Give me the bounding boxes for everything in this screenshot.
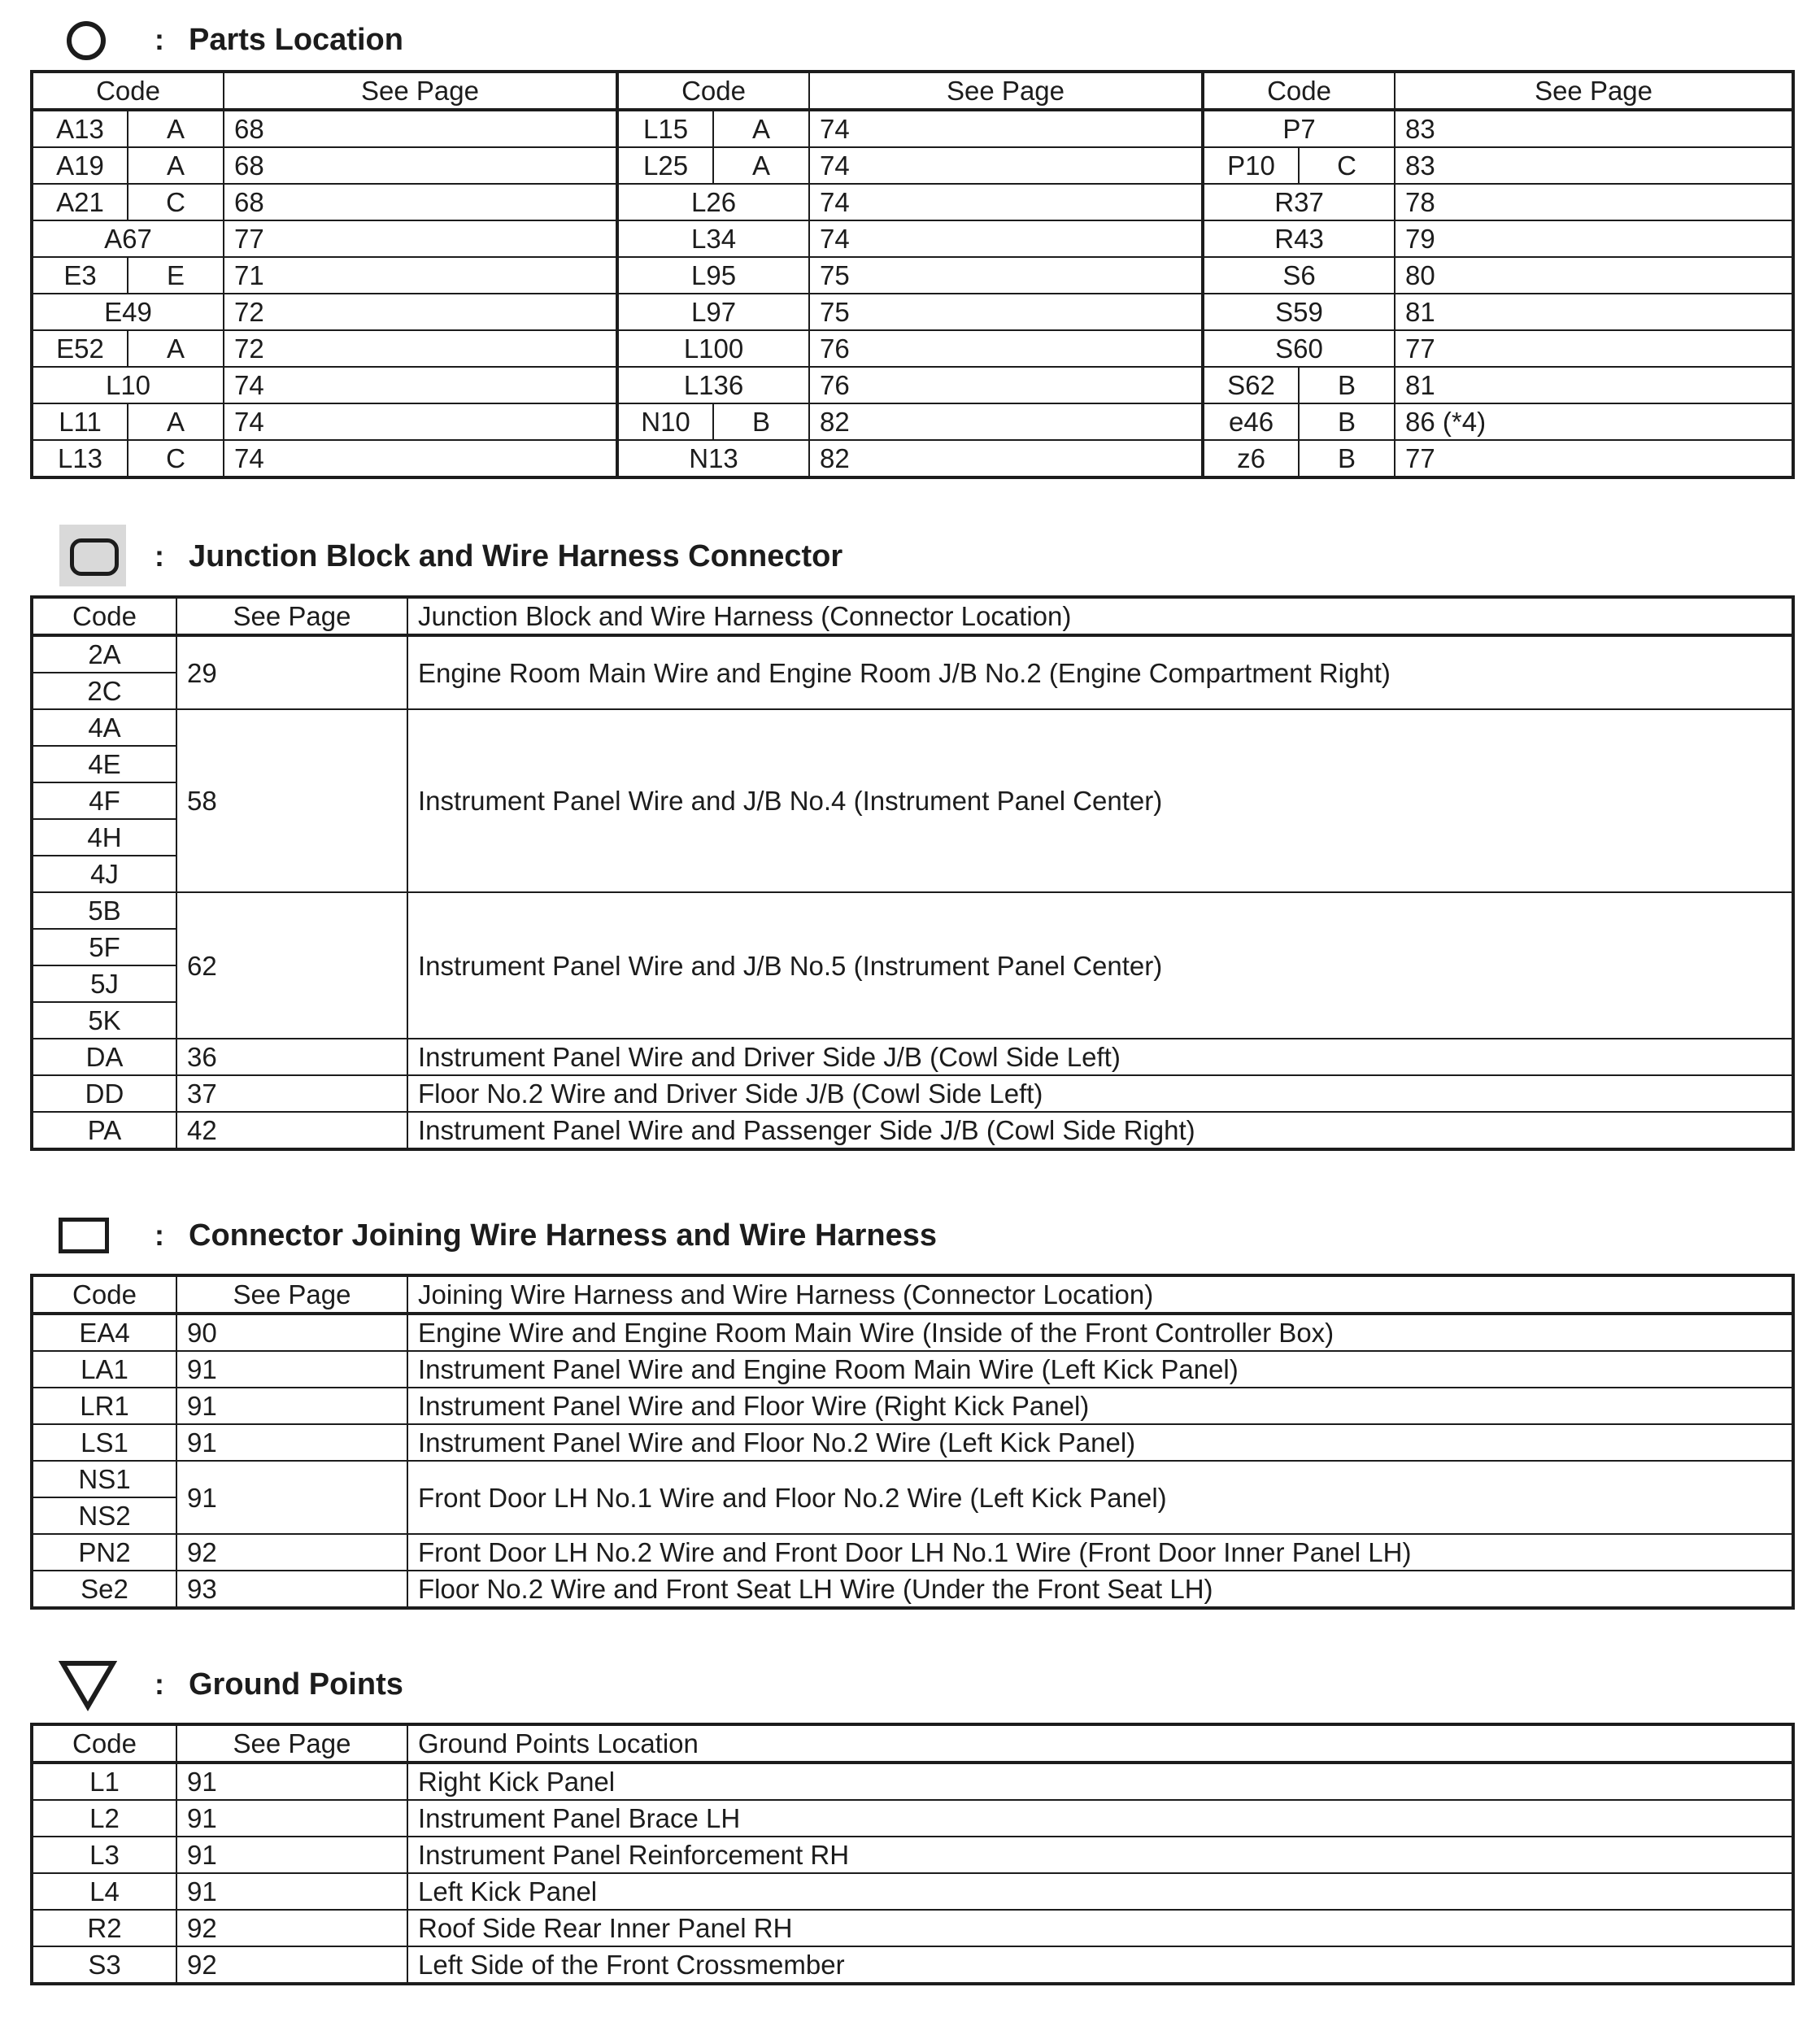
part-see-page: 71: [224, 257, 617, 294]
connector-code: NS2: [32, 1497, 176, 1534]
part-code: L25: [617, 147, 713, 184]
column-header-code: Code: [32, 72, 224, 110]
location-text: Instrument Panel Wire and J/B No.5 (Instrument Panel Center): [407, 892, 1793, 1039]
see-page-value: 93: [176, 1571, 407, 1608]
part-see-page: 68: [224, 147, 617, 184]
part-see-page: 74: [224, 403, 617, 440]
location-text: Floor No.2 Wire and Driver Side J/B (Cowl Side Left): [407, 1075, 1793, 1112]
part-see-page: 80: [1395, 257, 1793, 294]
see-page-value: 36: [176, 1039, 407, 1075]
part-see-page: 72: [224, 294, 617, 330]
see-page-value: 92: [176, 1946, 407, 1984]
part-code: L136: [617, 367, 809, 403]
part-subcode: E: [128, 257, 224, 294]
see-page-value: 92: [176, 1534, 407, 1571]
location-text: Roof Side Rear Inner Panel RH: [407, 1910, 1793, 1946]
table-row: [32, 1571, 1793, 1608]
table-row: [32, 220, 1793, 257]
column-header-see-page: See Page: [809, 72, 1203, 110]
table-row: [32, 330, 1793, 367]
part-subcode: B: [713, 403, 809, 440]
part-code: A19: [32, 147, 128, 184]
part-see-page: 78: [1395, 184, 1793, 220]
location-text: Floor No.2 Wire and Front Seat LH Wire (Under the Front Seat LH): [407, 1571, 1793, 1608]
connector-code: PN2: [32, 1534, 176, 1571]
part-code: N10: [617, 403, 713, 440]
connector-code: 5B: [32, 892, 176, 929]
location-text: Instrument Panel Wire and J/B No.4 (Instrument Panel Center): [407, 709, 1793, 892]
column-header-code: Code: [1203, 72, 1395, 110]
table-row: [32, 635, 1793, 673]
table-row: [32, 1112, 1793, 1149]
column-header-code: Code: [617, 72, 809, 110]
part-code: N13: [617, 440, 809, 477]
junction-heading: [0, 525, 1139, 590]
see-page-value: 91: [176, 1873, 407, 1910]
column-header-see-page: See Page: [224, 72, 617, 110]
see-page-value: 29: [176, 635, 407, 709]
part-see-page: 82: [809, 403, 1203, 440]
part-code: P10: [1203, 147, 1299, 184]
part-code: L13: [32, 440, 128, 477]
heading-colon: :: [155, 539, 164, 573]
location-text: Engine Room Main Wire and Engine Room J/B No.2 (Engine Compartment Right): [407, 635, 1793, 709]
table-row: [32, 1946, 1793, 1984]
see-page-value: 92: [176, 1910, 407, 1946]
table-row: [32, 1534, 1793, 1571]
connector-code: L2: [32, 1800, 176, 1837]
connector-code: 2A: [32, 635, 176, 673]
location-text: Instrument Panel Wire and Driver Side J/B (Cowl Side Left): [407, 1039, 1793, 1075]
connector-code: L3: [32, 1837, 176, 1873]
header-row: [32, 1275, 1793, 1314]
table-row: [32, 1763, 1793, 1800]
see-page-value: 91: [176, 1424, 407, 1461]
part-see-page: 77: [224, 220, 617, 257]
column-header-code: Code: [32, 597, 176, 635]
part-see-page: 74: [809, 184, 1203, 220]
location-text: Front Door LH No.1 Wire and Floor No.2 Wire (Left Kick Panel): [407, 1461, 1793, 1534]
part-see-page: 74: [224, 367, 617, 403]
section-title: Ground Points: [189, 1667, 403, 1702]
table-row: [32, 1800, 1793, 1837]
column-header-location: Junction Block and Wire Harness (Connector Location): [407, 597, 1793, 635]
heading-colon: :: [155, 1667, 164, 1701]
location-text: Engine Wire and Engine Room Main Wire (Inside of the Front Controller Box): [407, 1314, 1793, 1351]
part-see-page: 72: [224, 330, 617, 367]
table-row: [32, 1910, 1793, 1946]
table-row: [32, 367, 1793, 403]
table-row: [32, 110, 1793, 147]
part-code: S6: [1203, 257, 1395, 294]
connector-code: R2: [32, 1910, 176, 1946]
connector-code: 4A: [32, 709, 176, 746]
part-code: L97: [617, 294, 809, 330]
part-see-page: 79: [1395, 220, 1793, 257]
part-code: L11: [32, 403, 128, 440]
part-see-page: 77: [1395, 330, 1793, 367]
ground-points-table: [30, 1723, 1795, 1985]
section-title: Parts Location: [189, 23, 403, 57]
see-page-value: 91: [176, 1461, 407, 1534]
part-code: L95: [617, 257, 809, 294]
location-text: Instrument Panel Reinforcement RH: [407, 1837, 1793, 1873]
rounded-rectangle-icon: [59, 525, 126, 586]
location-text: Instrument Panel Brace LH: [407, 1800, 1793, 1837]
part-code: L10: [32, 367, 224, 403]
part-subcode: C: [1299, 147, 1395, 184]
column-header-location: Joining Wire Harness and Wire Harness (Connector Location): [407, 1275, 1793, 1314]
part-see-page: 68: [224, 184, 617, 220]
part-code: R37: [1203, 184, 1395, 220]
part-code: L15: [617, 110, 713, 147]
location-text: Front Door LH No.2 Wire and Front Door LH No.1 Wire (Front Door Inner Panel LH): [407, 1534, 1793, 1571]
parts-location-heading: [0, 8, 976, 73]
connector-code: 5K: [32, 1002, 176, 1039]
connector-code: 4J: [32, 856, 176, 892]
column-header-see-page: See Page: [176, 597, 407, 635]
connector-code: 4H: [32, 819, 176, 856]
circle-icon: [65, 20, 107, 62]
table-row: [32, 1424, 1793, 1461]
part-code: R43: [1203, 220, 1395, 257]
part-code: A21: [32, 184, 128, 220]
part-see-page: 74: [224, 440, 617, 477]
part-see-page: 68: [224, 110, 617, 147]
column-header-see-page: See Page: [1395, 72, 1793, 110]
part-code: P7: [1203, 110, 1395, 147]
table-row: [32, 1075, 1793, 1112]
part-see-page: 82: [809, 440, 1203, 477]
connector-code: DD: [32, 1075, 176, 1112]
table-row: [32, 709, 1793, 746]
table-row: [32, 257, 1793, 294]
junction-block-table: [30, 595, 1795, 1151]
part-see-page: 76: [809, 367, 1203, 403]
location-text: Left Kick Panel: [407, 1873, 1793, 1910]
connector-heading: [0, 1204, 1139, 1269]
triangle-down-icon: [59, 1659, 117, 1711]
part-subcode: B: [1299, 403, 1395, 440]
header-row: [32, 1724, 1793, 1763]
connector-code: EA4: [32, 1314, 176, 1351]
part-subcode: C: [128, 440, 224, 477]
part-code: E49: [32, 294, 224, 330]
rectangle-icon: [59, 1218, 109, 1253]
part-subcode: A: [128, 110, 224, 147]
see-page-value: 90: [176, 1314, 407, 1351]
part-see-page: 81: [1395, 294, 1793, 330]
see-page-value: 58: [176, 709, 407, 892]
table-row: [32, 1837, 1793, 1873]
location-text: Instrument Panel Wire and Engine Room Main Wire (Left Kick Panel): [407, 1351, 1793, 1388]
table-row: [32, 403, 1793, 440]
parts-location-table: [30, 70, 1795, 479]
header-row: [32, 72, 1793, 110]
part-see-page: 83: [1395, 110, 1793, 147]
table-row: [32, 1461, 1793, 1497]
part-code: A13: [32, 110, 128, 147]
part-subcode: A: [128, 403, 224, 440]
part-code: L26: [617, 184, 809, 220]
table-row: [32, 184, 1793, 220]
part-subcode: B: [1299, 440, 1395, 477]
see-page-value: 42: [176, 1112, 407, 1149]
connector-code: DA: [32, 1039, 176, 1075]
location-text: Right Kick Panel: [407, 1763, 1793, 1800]
connector-code: Se2: [32, 1571, 176, 1608]
table-row: [32, 1314, 1793, 1351]
part-code: E52: [32, 330, 128, 367]
table-row: [32, 147, 1793, 184]
column-header-location: Ground Points Location: [407, 1724, 1793, 1763]
connector-code: NS1: [32, 1461, 176, 1497]
connector-code: S3: [32, 1946, 176, 1984]
column-header-see-page: See Page: [176, 1275, 407, 1314]
connector-code: 4E: [32, 746, 176, 782]
part-subcode: A: [128, 147, 224, 184]
table-row: [32, 294, 1793, 330]
location-text: Left Side of the Front Crossmember: [407, 1946, 1793, 1984]
location-text: Instrument Panel Wire and Floor No.2 Wire (Left Kick Panel): [407, 1424, 1793, 1461]
part-see-page: 83: [1395, 147, 1793, 184]
heading-colon: :: [155, 1218, 164, 1252]
part-see-page: 74: [809, 147, 1203, 184]
part-code: S62: [1203, 367, 1299, 403]
see-page-value: 91: [176, 1763, 407, 1800]
part-see-page: 74: [809, 110, 1203, 147]
connector-code: LS1: [32, 1424, 176, 1461]
connector-code: 5J: [32, 965, 176, 1002]
part-see-page: 75: [809, 257, 1203, 294]
table-row: [32, 1388, 1793, 1424]
connector-code: 5F: [32, 929, 176, 965]
part-subcode: A: [713, 110, 809, 147]
connector-code: 4F: [32, 782, 176, 819]
column-header-see-page: See Page: [176, 1724, 407, 1763]
part-code: S60: [1203, 330, 1395, 367]
location-text: Instrument Panel Wire and Floor Wire (Right Kick Panel): [407, 1388, 1793, 1424]
table-row: [32, 1873, 1793, 1910]
part-see-page: 76: [809, 330, 1203, 367]
table-row: [32, 1351, 1793, 1388]
see-page-value: 37: [176, 1075, 407, 1112]
section-title: Junction Block and Wire Harness Connector: [189, 539, 843, 573]
part-code: S59: [1203, 294, 1395, 330]
location-text: Instrument Panel Wire and Passenger Side J/B (Cowl Side Right): [407, 1112, 1793, 1149]
part-code: E3: [32, 257, 128, 294]
connector-code: 2C: [32, 673, 176, 709]
see-page-value: 91: [176, 1351, 407, 1388]
column-header-code: Code: [32, 1275, 176, 1314]
part-see-page: 75: [809, 294, 1203, 330]
part-subcode: A: [128, 330, 224, 367]
connector-code: L4: [32, 1873, 176, 1910]
table-row: [32, 892, 1793, 929]
connector-code: LA1: [32, 1351, 176, 1388]
part-see-page: 77: [1395, 440, 1793, 477]
part-code: L34: [617, 220, 809, 257]
connector-table: [30, 1274, 1795, 1610]
see-page-value: 91: [176, 1800, 407, 1837]
header-row: [32, 597, 1793, 635]
ground-heading: [0, 1653, 976, 1718]
part-see-page: 74: [809, 220, 1203, 257]
table-row: [32, 1039, 1793, 1075]
table-row: [32, 440, 1793, 477]
part-see-page: 86 (*4): [1395, 403, 1793, 440]
see-page-value: 91: [176, 1837, 407, 1873]
see-page-value: 91: [176, 1388, 407, 1424]
see-page-value: 62: [176, 892, 407, 1039]
heading-colon: :: [155, 23, 164, 56]
part-code: A67: [32, 220, 224, 257]
connector-code: LR1: [32, 1388, 176, 1424]
part-subcode: C: [128, 184, 224, 220]
connector-code: L1: [32, 1763, 176, 1800]
part-code: z6: [1203, 440, 1299, 477]
part-code: e46: [1203, 403, 1299, 440]
column-header-code: Code: [32, 1724, 176, 1763]
connector-code: PA: [32, 1112, 176, 1149]
part-subcode: A: [713, 147, 809, 184]
part-code: L100: [617, 330, 809, 367]
part-subcode: B: [1299, 367, 1395, 403]
part-see-page: 81: [1395, 367, 1793, 403]
section-title: Connector Joining Wire Harness and Wire Harness: [189, 1218, 937, 1253]
